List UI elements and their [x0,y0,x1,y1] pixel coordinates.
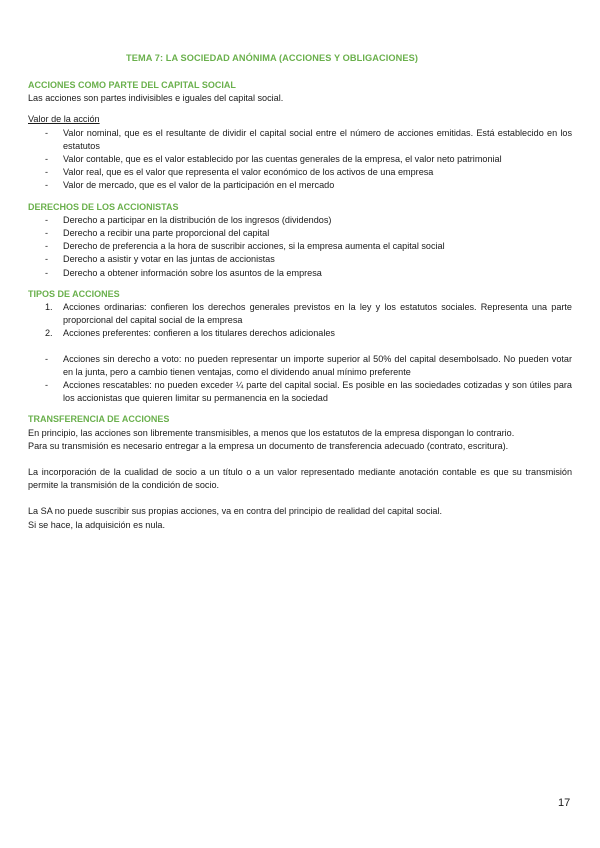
section-heading-tipos: TIPOS DE ACCIONES [28,288,120,299]
capital-intro: Las acciones son partes indivisibles e iguales del capital social. [28,93,284,104]
list-item: - Valor real, que es el valor que representa el valor económico de los activos de una empresa [45,167,434,178]
list-item: - Derecho a participar en la distribución de los ingresos (dividendos) [45,214,332,225]
derechos-list [28,214,572,280]
list-item: - Acciones sin derecho a voto: no pueden representar un importe superior al 50% del capital desembolsado. No pueden votar en la junta, pero a cambio tienen ventajas, como el dividendo anual mínimo preferente [45,353,572,377]
list-item: - Valor de mercado, que es el valor de la participación en el mercado [45,180,335,191]
list-item: - Valor nominal, que es el resultante de dividir el capital social entre el número de acciones emitidas. Está establecido en los estatutos [45,127,572,151]
page-number: 17 [558,797,571,809]
document-body [28,79,572,532]
list-item: - Derecho de preferencia a la hora de suscribir acciones, si la empresa aumenta el capital social [45,241,445,252]
section-heading-transferencia: TRANSFERENCIA DE ACCIONES [28,414,170,425]
valor-list [28,127,572,193]
transferencia-line-2: Para su transmisión es necesario entregar a la empresa un documento de transferencia adecuado (contrato, escritura). [28,440,509,451]
section-heading-capital: ACCIONES COMO PARTE DEL CAPITAL SOCIAL [28,80,236,90]
transferencia-line-4: Si se hace, la adquisición es nula. [28,519,165,530]
list-item: - Derecho a asistir y votar en las juntas de accionistas [45,254,275,265]
document-title: TEMA 7: LA SOCIEDAD ANÓNIMA (ACCIONES Y OBLIGACIONES) [126,53,418,63]
valor-accion-subheading: Valor de la acción [28,114,100,125]
list-item: - Derecho a obtener información sobre los asuntos de la empresa [45,267,322,278]
list-item: - Acciones rescatables: no pueden exceder ¼ parte del capital social. Es posible en las sociedades cotizadas y son útiles para los accionistas que quieren limitar su permanencia en la sociedad [45,380,572,404]
tipos-numbered-list [28,301,572,341]
transferencia-line-3: La SA no puede suscribir sus propias acciones, va en contra del principio de realidad del capital social. [28,506,443,517]
section-heading-derechos: DERECHOS DE LOS ACCIONISTAS [28,201,179,212]
transferencia-line-1: En principio, las acciones son libremente transmisibles, a menos que los estatutos de la empresa dispongan lo contrario. [28,427,515,438]
list-item: 1. Acciones ordinarias: confieren los derechos generales previstos en la ley y los estatutos sociales. Representa una parte proporcional del capital social de la empresa [45,302,572,326]
list-item: 2. Acciones preferentes: confieren a los titulares derechos adicionales [45,328,335,339]
list-item: - Valor contable, que es el valor establecido por las cuentas generales de la empresa, el valor neto patrimonial [45,154,502,165]
tipos-dash-list [28,353,572,406]
list-item: - Derecho a recibir una parte proporcional del capital [45,228,270,239]
transferencia-paragraph-2: La incorporación de la cualidad de socio a un título o a un valor representado mediante anotación contable es que su transmisión permite la transmisión de la condición de socio. [28,467,572,491]
